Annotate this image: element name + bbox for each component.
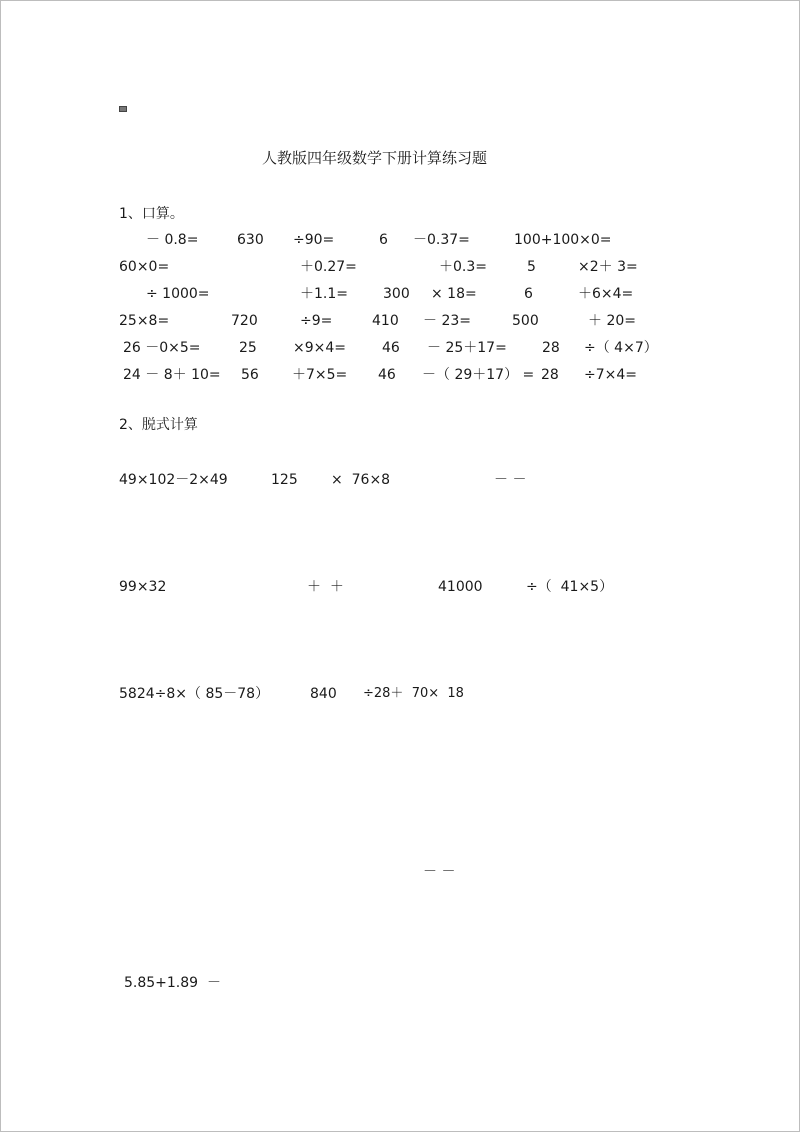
- oral-item: ÷7×4=: [584, 367, 638, 383]
- calc-item: 125: [271, 472, 298, 488]
- calc-item: 99×32: [119, 579, 167, 595]
- oral-item: 28: [541, 367, 559, 383]
- oral-item: 25: [239, 340, 257, 356]
- calc-item: 41000: [438, 579, 483, 595]
- oral-item: 410: [372, 313, 399, 329]
- calc-item: 840: [310, 686, 337, 702]
- oral-item: 24 － 8＋ 10=: [123, 367, 221, 383]
- oral-item: 46: [378, 367, 396, 383]
- oral-item: －0.37=: [413, 232, 470, 248]
- oral-item: ×2＋ 3=: [578, 259, 638, 275]
- oral-item: 100+100×0=: [514, 232, 612, 248]
- oral-item: 5: [527, 259, 536, 275]
- oral-item: － 0.8=: [146, 232, 199, 248]
- oral-item: 630: [237, 232, 264, 248]
- section2-heading: 2、脱式计算: [119, 417, 198, 433]
- oral-item: 56: [241, 367, 259, 383]
- oral-item: ＋6×4=: [578, 286, 634, 302]
- oral-item: 6: [524, 286, 533, 302]
- oral-item: ＋7×5=: [292, 367, 348, 383]
- calc-item: － －: [494, 472, 527, 488]
- oral-item: 25×8=: [119, 313, 170, 329]
- calc-item: 49×102－2×49: [119, 472, 228, 488]
- oral-item: － 23=: [423, 313, 471, 329]
- oral-item: ×9×4=: [293, 340, 347, 356]
- calc-item: 5824÷8×（ 85－78）: [119, 686, 270, 702]
- oral-item: 26 －0×5=: [123, 340, 201, 356]
- corner-mark-icon: [119, 106, 127, 112]
- oral-item: ÷90=: [293, 232, 335, 248]
- oral-item: ＋0.27=: [300, 259, 357, 275]
- calc-item: 5.85+1.89 －: [124, 975, 221, 991]
- oral-item: 720: [231, 313, 258, 329]
- calc-item: ÷（ 41×5）: [526, 579, 614, 595]
- calc-item: ÷28＋ 70× 18: [363, 686, 464, 701]
- oral-item: 300: [383, 286, 410, 302]
- oral-item: ＋0.3=: [439, 259, 487, 275]
- oral-item: 28: [542, 340, 560, 356]
- oral-item: 46: [382, 340, 400, 356]
- calc-item: － －: [423, 864, 456, 880]
- oral-item: ＋1.1=: [300, 286, 348, 302]
- oral-item: ＋ 20=: [588, 313, 636, 329]
- oral-item: －（ 29＋17） =: [422, 367, 535, 383]
- calc-item: × 76×8: [331, 472, 391, 488]
- oral-item: ÷9=: [300, 313, 333, 329]
- oral-item: 500: [512, 313, 539, 329]
- oral-item: ÷（ 4×7）: [584, 340, 658, 356]
- oral-item: × 18=: [431, 286, 477, 302]
- oral-item: 6: [379, 232, 388, 248]
- oral-item: 60×0=: [119, 259, 170, 275]
- page-title: 人教版四年级数学下册计算练习题: [262, 149, 488, 167]
- oral-item: ÷ 1000=: [146, 286, 210, 302]
- oral-item: － 25＋17=: [427, 340, 507, 356]
- calc-item: ＋ ＋: [307, 579, 344, 595]
- section1-heading: 1、口算。: [119, 206, 184, 222]
